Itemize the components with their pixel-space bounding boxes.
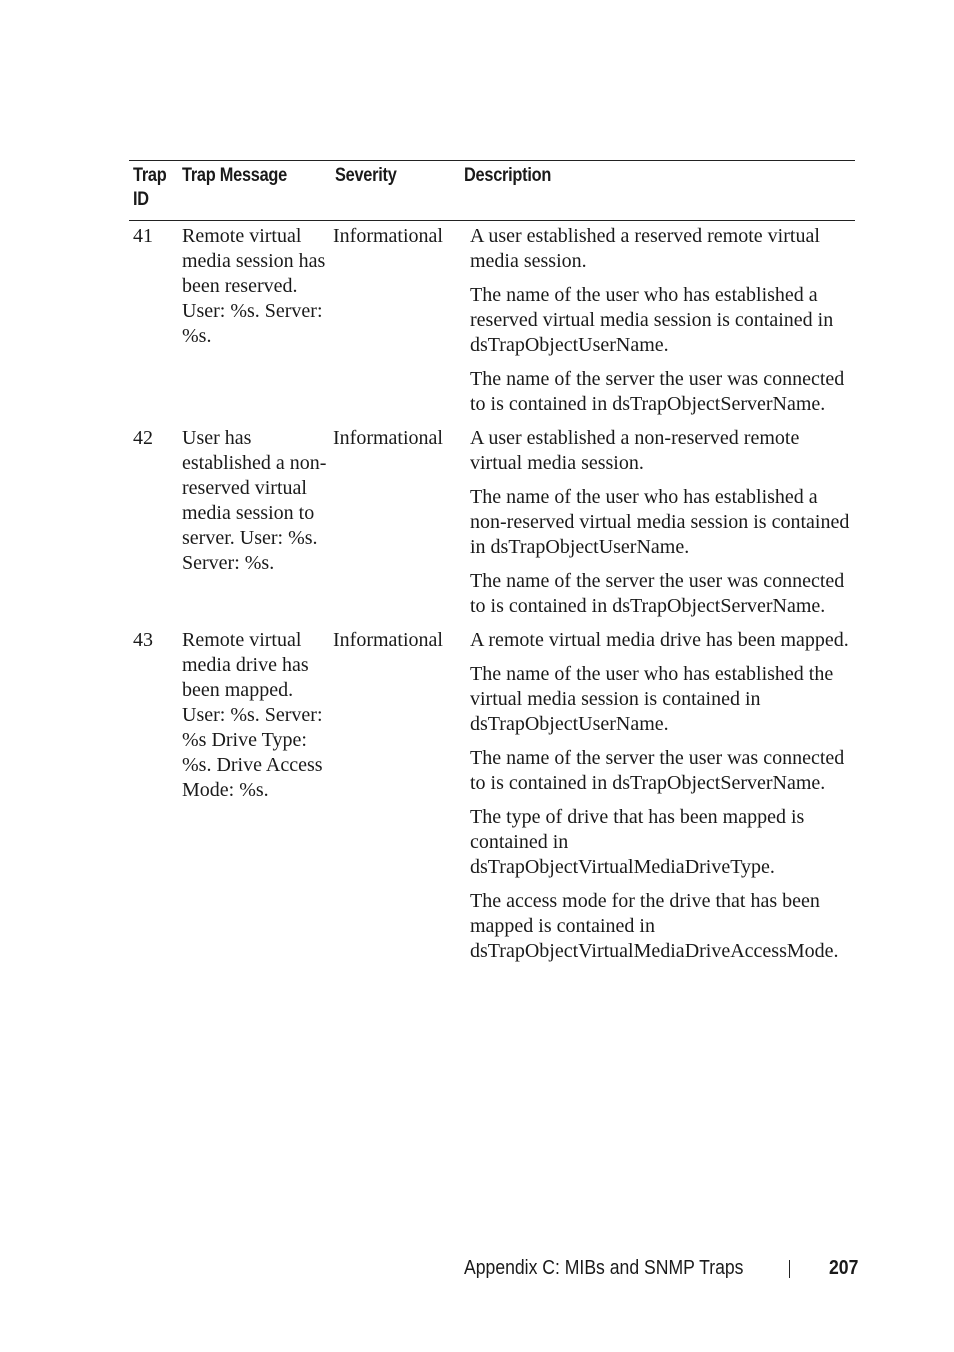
- footer-section-title: Appendix C: MIBs and SNMP Traps: [464, 1257, 744, 1279]
- page-number: 207: [829, 1257, 859, 1279]
- header-row: [129, 161, 855, 221]
- header-trap-message: Trap Message: [178, 161, 331, 221]
- description-paragraph: The name of the server the user was connected to is contained in dsTrapObjectServerName.: [470, 570, 845, 617]
- description-paragraph: The name of the user who has established a non-reserved virtual media session is contained in dsTrapObjectUserName.: [470, 486, 850, 558]
- description-paragraph: The access mode for the drive that has been mapped is contained in dsTrapObjectVirtualMediaDriveAccessMode.: [470, 890, 839, 962]
- severity-cell: Informational: [333, 225, 443, 247]
- description-cell: [460, 221, 855, 427]
- trap-id-cell: 43: [133, 629, 153, 651]
- description-paragraph: A remote virtual media drive has been mapped.: [470, 629, 849, 651]
- header-trap-id: [129, 161, 178, 221]
- description-cell: [460, 426, 855, 628]
- table-row: [129, 628, 855, 973]
- header-trap-id-line1: Trap: [133, 165, 167, 186]
- trap-message-cell: User has established a non-reserved virtual media session to server. User: %s. Server: %s.: [182, 427, 327, 574]
- trap-id-cell: 42: [133, 427, 153, 449]
- description-cell: [460, 628, 855, 973]
- description-paragraph: A user established a reserved remote virtual media session.: [470, 225, 820, 272]
- trap-id-cell: 41: [133, 225, 153, 247]
- table-body: [129, 221, 855, 974]
- header-severity: Severity: [331, 161, 460, 221]
- description-paragraph: The name of the user who has established the virtual media session is contained in dsTrapObjectUserName.: [470, 663, 834, 735]
- description-paragraph: The name of the user who has established a reserved virtual media session is contained in dsTrapObjectUserName.: [470, 284, 834, 356]
- footer-separator: [789, 1260, 790, 1278]
- table-header: [129, 161, 855, 221]
- description-paragraph: The name of the server the user was connected to is contained in dsTrapObjectServerName.: [470, 368, 845, 415]
- description-paragraph: A user established a non-reserved remote virtual media session.: [470, 427, 800, 474]
- table-row: [129, 221, 855, 427]
- page-footer: [464, 1254, 864, 1284]
- trap-table: [129, 160, 855, 973]
- trap-message-cell: Remote virtual media drive has been mapped. User: %s. Server: %s Drive Type: %s. Drive Access Mode: %s.: [182, 629, 323, 801]
- severity-cell: Informational: [333, 629, 443, 651]
- header-description: Description: [460, 161, 855, 221]
- table-row: [129, 426, 855, 628]
- severity-cell: Informational: [333, 427, 443, 449]
- description-paragraph: The name of the server the user was connected to is contained in dsTrapObjectServerName.: [470, 747, 845, 794]
- header-trap-id-line2: ID: [133, 189, 149, 210]
- description-paragraph: The type of drive that has been mapped is contained in dsTrapObjectVirtualMediaDriveType.: [470, 806, 805, 878]
- trap-message-cell: Remote virtual media session has been reserved. User: %s. Server: %s.: [182, 225, 326, 347]
